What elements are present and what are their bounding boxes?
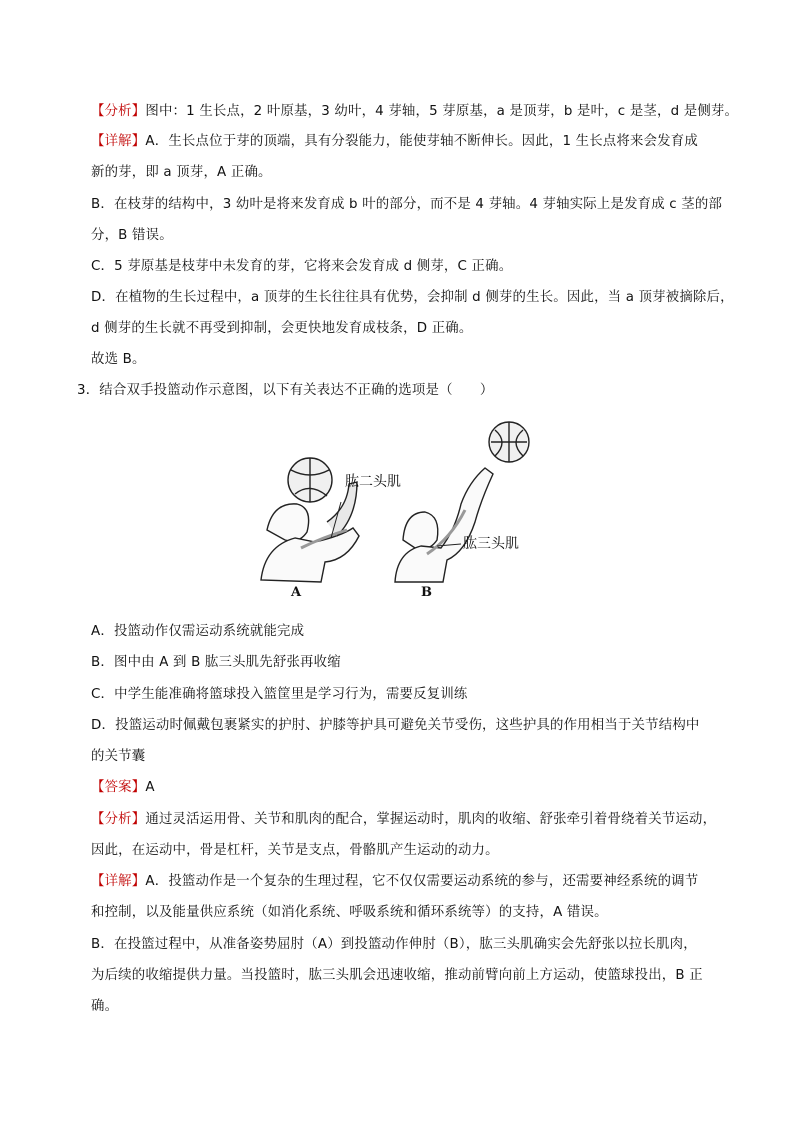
explanation-tag: 【详解】 bbox=[91, 874, 146, 889]
analysis-line: 因此，在运动中，骨是杠杆，关节是支点，骨骼肌产生运动的动力。 bbox=[91, 843, 499, 858]
question-stem: 3．结合双手投篮动作示意图，以下有关表达不正确的选项是（ ） bbox=[77, 383, 494, 398]
analysis-tag: 【分析】 bbox=[91, 812, 146, 827]
analysis-tag: 【分析】 bbox=[91, 104, 146, 119]
explanation-tag: 【详解】 bbox=[91, 134, 146, 149]
explanation-line: B．在投篮过程中，从准备姿势屈肘（A）到投篮动作伸肘（B），肱三头肌确实会先舒张以拉长肌肉， bbox=[91, 937, 697, 952]
explanation-line: 确。 bbox=[91, 999, 119, 1014]
caption-a: A bbox=[291, 585, 302, 600]
explanation-line: 和控制，以及能量供应系统（如消化系统、呼吸系统和循环系统等）的支持，A 错误。 bbox=[91, 905, 608, 920]
option-a: A．投篮动作仅需运动系统就能完成 bbox=[91, 624, 305, 639]
caption-b: B bbox=[421, 585, 432, 600]
explanation-line: 为后续的收缩提供力量。当投篮时，肱三头肌会迅速收缩，推动前臂向前上方运动，使篮球投出，B 正 bbox=[91, 968, 703, 983]
figure-svg bbox=[255, 420, 565, 602]
analysis-line: 【分析】图中：1 生长点，2 叶原基，3 幼叶，4 芽轴，5 芽原基，a 是顶芽，b 是叶，c 是茎，d 是侧芽。 bbox=[91, 104, 739, 119]
biceps-label: 肱二头肌 bbox=[345, 474, 401, 490]
answer-value: A bbox=[145, 780, 155, 795]
conclusion-line: 故选 B。 bbox=[91, 352, 146, 367]
explanation-line: 新的芽，即 a 顶芽，A 正确。 bbox=[91, 165, 272, 180]
explanation-line: D．在植物的生长过程中，a 顶芽的生长往往具有优势，会抑制 d 侧芽的生长。因此，当 a 顶芽被摘除后， bbox=[91, 290, 734, 305]
explanation-line: 【详解】A．投篮动作是一个复杂的生理过程，它不仅仅需要运动系统的参与，还需要神经系统的调节 bbox=[91, 874, 699, 889]
explanation-line: C．5 芽原基是枝芽中未发育的芽，它将来会发育成 d 侧芽，C 正确。 bbox=[91, 259, 513, 274]
option-c: C．中学生能准确将篮球投入篮筐里是学习行为，需要反复训练 bbox=[91, 687, 468, 702]
explanation-line: 分，B 错误。 bbox=[91, 228, 173, 243]
figure-b bbox=[395, 422, 529, 582]
analysis-line: 【分析】通过灵活运用骨、关节和肌肉的配合，掌握运动时，肌肉的收缩、舒张牵引着骨绕着关节运动， bbox=[91, 812, 717, 827]
answer-tag: 【答案】 bbox=[91, 780, 146, 795]
explanation-line: 【详解】A．生长点位于芽的顶端，具有分裂能力，能使芽轴不断伸长。因此，1 生长点将来会发育成 bbox=[91, 134, 698, 149]
option-b: B．图中由 A 到 B 肱三头肌先舒张再收缩 bbox=[91, 655, 341, 670]
explanation-line: B．在枝芽的结构中，3 幼叶是将来发育成 b 叶的部分，而不是 4 芽轴。4 芽轴实际上是发育成 c 茎的部 bbox=[91, 197, 723, 212]
answer-line bbox=[91, 778, 155, 798]
option-d: D．投篮运动时佩戴包裹紧实的护肘、护膝等护具可避免关节受伤，这些护具的作用相当于关节结构中 bbox=[91, 718, 700, 733]
explanation-line: d 侧芽的生长就不再受到抑制，会更快地发育成枝条，D 正确。 bbox=[91, 321, 473, 336]
option-d-cont: 的关节囊 bbox=[91, 749, 146, 764]
triceps-label: 肱三头肌 bbox=[463, 536, 519, 552]
basketball-figure bbox=[255, 420, 565, 602]
